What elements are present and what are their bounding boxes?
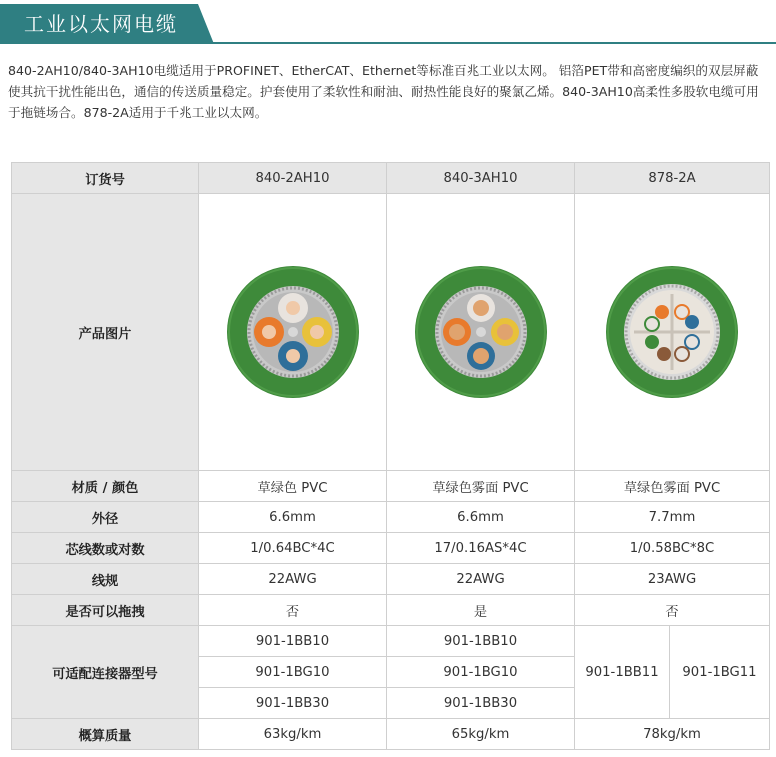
spec-table <box>11 162 770 750</box>
cable-cross-section-8core-icon <box>602 262 742 402</box>
diameter-cell: 6.6mm <box>387 502 575 533</box>
drag-cell: 否 <box>575 595 770 626</box>
material-cell: 草绿色雾面 PVC <box>387 471 575 502</box>
order-no-cell: 840-3AH10 <box>387 163 575 194</box>
connector-cell: 901-1BB11 <box>575 626 670 719</box>
section-title: 工业以太网电缆 <box>24 12 178 36</box>
weight-cell: 63kg/km <box>199 719 387 750</box>
cores-cell: 1/0.58BC*8C <box>575 533 770 564</box>
row-cores <box>12 533 770 564</box>
gauge-cell: 22AWG <box>387 564 575 595</box>
material-cell: 草绿色 PVC <box>199 471 387 502</box>
connector-cell: 901-1BB10 <box>387 626 575 657</box>
order-no-cell: 878-2A <box>575 163 770 194</box>
diameter-cell: 6.6mm <box>199 502 387 533</box>
connector-cell: 901-1BG10 <box>387 657 575 688</box>
connector-cell: 901-1BB10 <box>199 626 387 657</box>
product-image-cell <box>387 194 575 471</box>
product-image-cell <box>575 194 770 471</box>
row-connectors <box>12 626 770 657</box>
product-image-cell <box>199 194 387 471</box>
row-drag <box>12 595 770 626</box>
label-gauge: 线规 <box>12 564 199 595</box>
label-image: 产品图片 <box>12 194 199 471</box>
row-material <box>12 471 770 502</box>
row-product-image <box>12 194 770 471</box>
cores-cell: 17/0.16AS*4C <box>387 533 575 564</box>
cable-cross-section-4core-stranded-icon <box>411 262 551 402</box>
gauge-cell: 23AWG <box>575 564 770 595</box>
label-weight: 概算质量 <box>12 719 199 750</box>
drag-cell: 是 <box>387 595 575 626</box>
connector-cell: 901-1BG11 <box>670 626 770 719</box>
row-diameter <box>12 502 770 533</box>
section-header <box>0 4 776 44</box>
row-order-no <box>12 163 770 194</box>
label-connectors: 可适配连接器型号 <box>12 626 199 719</box>
row-gauge <box>12 564 770 595</box>
gauge-cell: 22AWG <box>199 564 387 595</box>
label-drag: 是否可以拖拽 <box>12 595 199 626</box>
label-cores: 芯线数或对数 <box>12 533 199 564</box>
connector-cell: 901-1BB30 <box>387 688 575 719</box>
cable-cross-section-4core-icon <box>223 262 363 402</box>
weight-cell: 78kg/km <box>575 719 770 750</box>
order-no-cell: 840-2AH10 <box>199 163 387 194</box>
material-cell: 草绿色雾面 PVC <box>575 471 770 502</box>
label-material: 材质 / 颜色 <box>12 471 199 502</box>
weight-cell: 65kg/km <box>387 719 575 750</box>
intro-paragraph: 840-2AH10/840-3AH10电缆适用于PROFINET、EtherCAT、Ethernet等标准百兆工业以太网。 铝箔PET带和高密度编织的双层屏蔽使其抗干扰性能出色，通信的传送质量稳定。护套使用了柔软性和耐油、耐热性能良好的聚氯乙烯。840-3AH10高柔性多股软电缆可用于拖链场合。878-2A适用于千兆工业以太网。 <box>8 63 759 120</box>
row-weight <box>12 719 770 750</box>
drag-cell: 否 <box>199 595 387 626</box>
diameter-cell: 7.7mm <box>575 502 770 533</box>
label-diameter: 外径 <box>12 502 199 533</box>
cores-cell: 1/0.64BC*4C <box>199 533 387 564</box>
connector-cell: 901-1BG10 <box>199 657 387 688</box>
label-order-no: 订货号 <box>12 163 199 194</box>
connector-cell: 901-1BB30 <box>199 688 387 719</box>
